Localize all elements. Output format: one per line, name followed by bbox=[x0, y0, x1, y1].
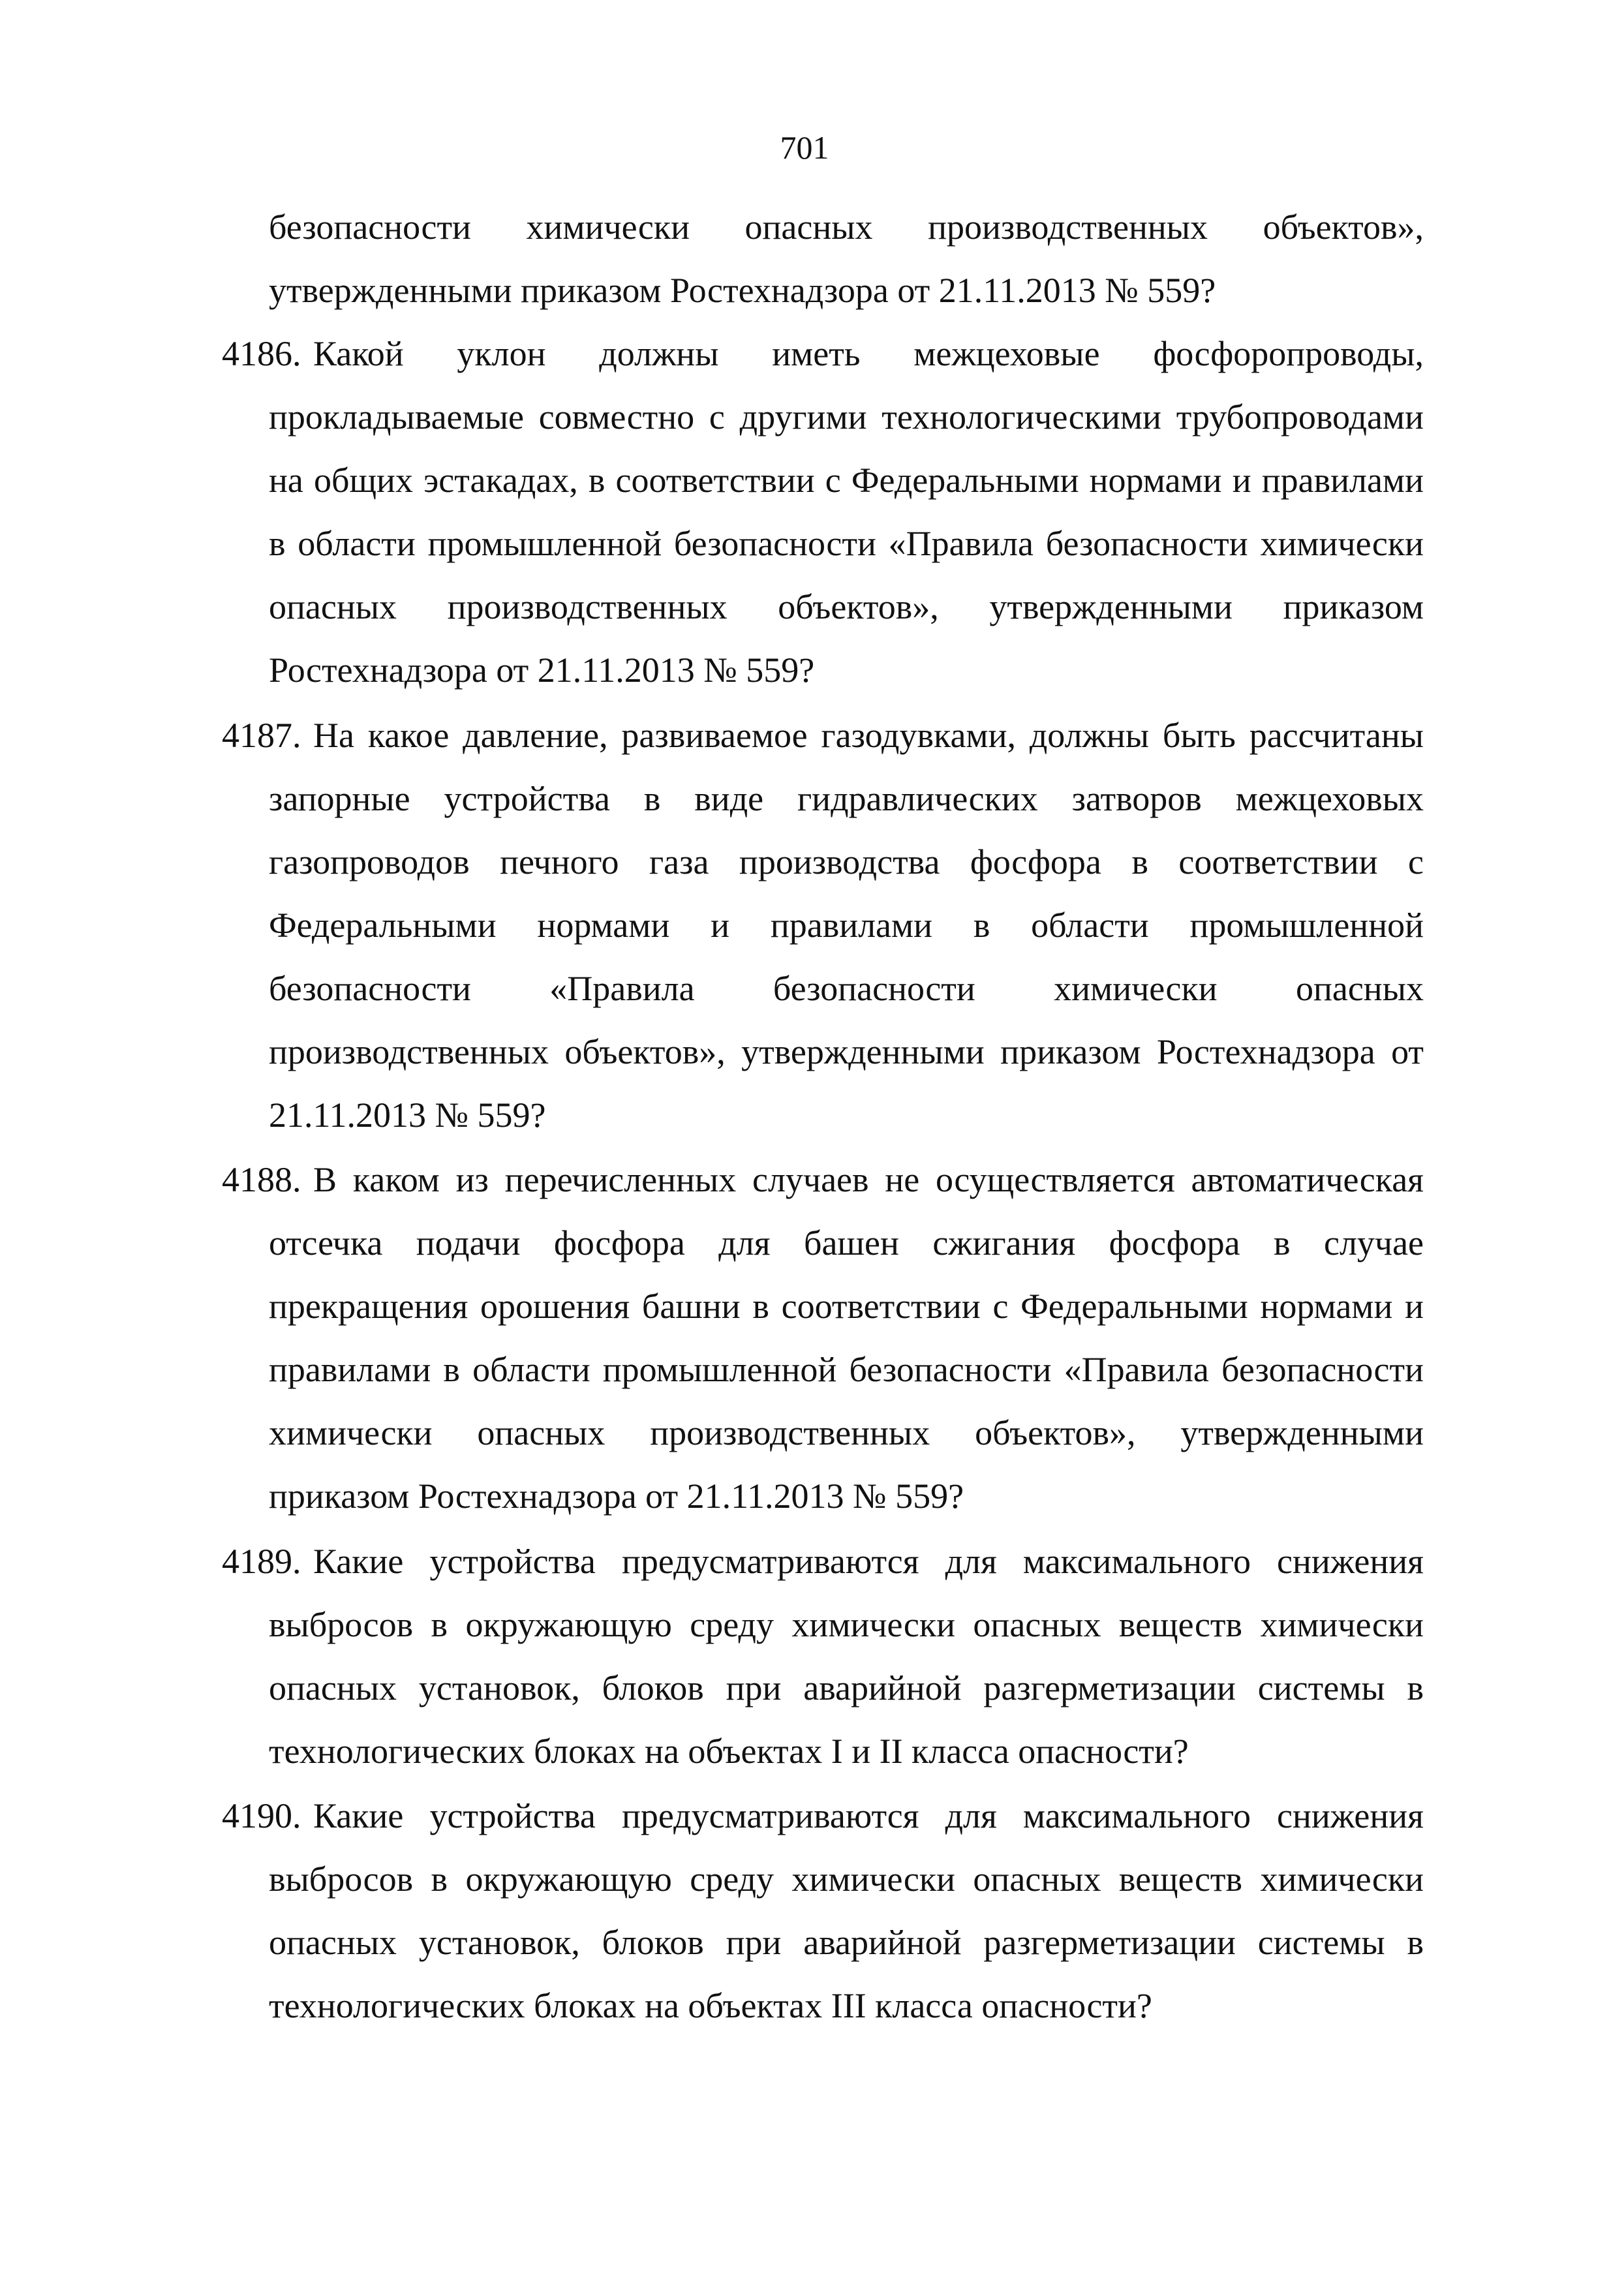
question-number: 4186. bbox=[222, 334, 301, 373]
question-number: 4190. bbox=[222, 1796, 301, 1835]
page-number: 701 bbox=[780, 129, 829, 166]
continuation-paragraph: безопасности химически опасных производственных объектов», утвержденными приказом Ростехнадзора от 21.11.2013 № 559? bbox=[269, 207, 1424, 310]
question-number: 4189. bbox=[222, 1542, 301, 1581]
question-text: В каком из перечисленных случаев не осуществляется автоматическая отсечка подачи фосфора для башен сжигания фосфора в случае прекращения орошения башни в соответствии с Федеральными нормами и правилами в области промышленной безопасности «Правила безопасности химически опасных производственных объектов», утвержденными приказом Ростехнадзора от 21.11.2013 № 559? bbox=[269, 1160, 1424, 1516]
question-text: Какие устройства предусматриваются для максимального снижения выбросов в окружающую среду химически опасных веществ химически опасных установок, блоков при аварийной разгерметизации системы в технологических блоках на объектах I и II класса опасности? bbox=[269, 1542, 1424, 1771]
question-number: 4188. bbox=[222, 1160, 301, 1199]
question-text: Какие устройства предусматриваются для максимального снижения выбросов в окружающую среду химически опасных веществ химически опасных установок, блоков при аварийной разгерметизации системы в технологических блоках на объектах III класса опасности? bbox=[269, 1796, 1424, 2025]
question-number: 4187. bbox=[222, 716, 301, 755]
question-text: Какой уклон должны иметь межцеховые фосфоропроводы, прокладываемые совместно с другими технологическими трубопроводами на общих эстакадах, в соответствии с Федеральными нормами и правилами в области промышленной безопасности «Правила безопасности химически опасных производственных объектов», утвержденными приказом Ростехнадзора от 21.11.2013 № 559? bbox=[269, 334, 1424, 690]
question-text: На какое давление, развиваемое газодувками, должны быть рассчитаны запорные устройства в виде гидравлических затворов межцеховых газопроводов печного газа производства фосфора в соответствии с Федеральными нормами и правилами в области промышленной безопасности «Правила безопасности химически опасных производственных объектов», утвержденными приказом Ростехнадзора от 21.11.2013 № 559? bbox=[269, 716, 1424, 1135]
